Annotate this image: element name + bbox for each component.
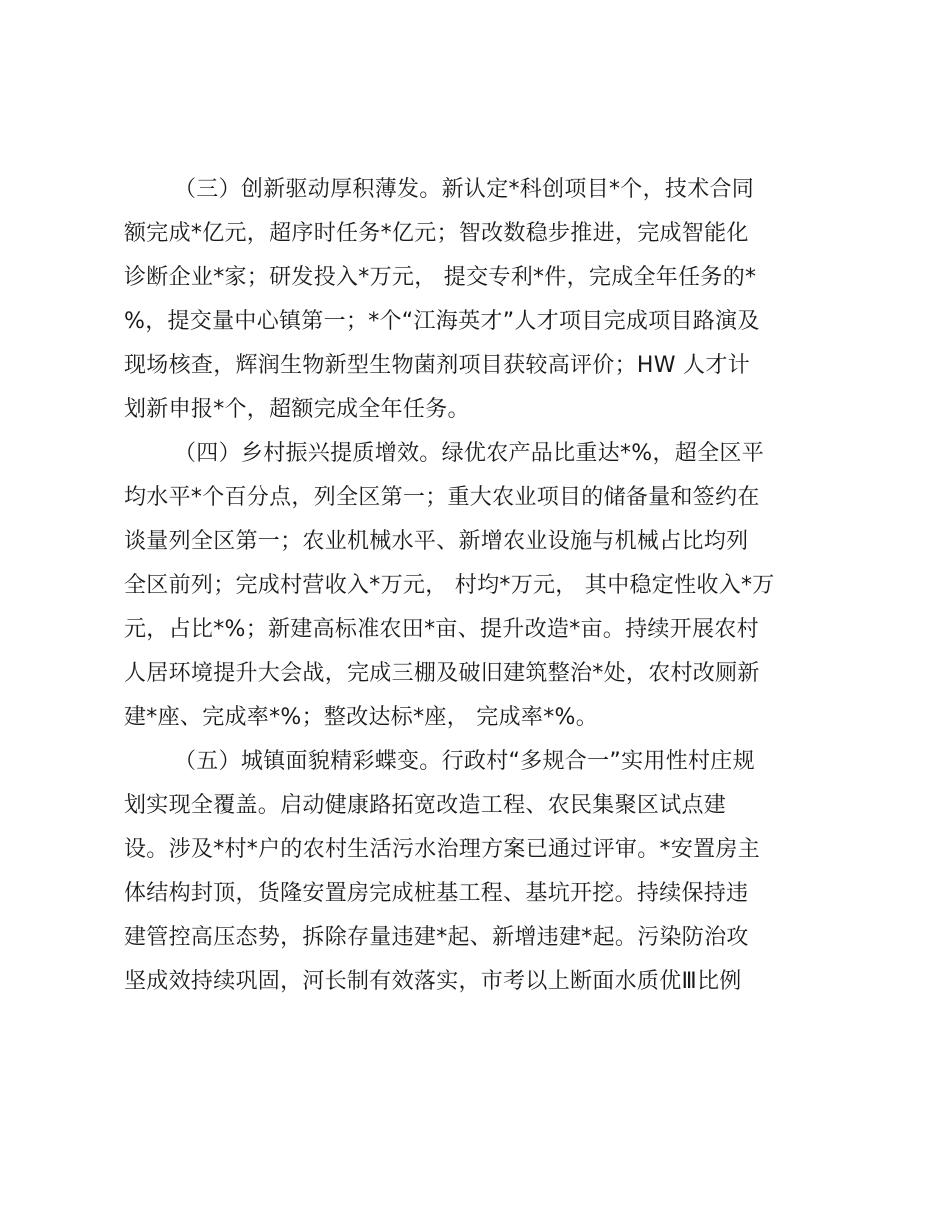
paragraph-5-line: 体结构封顶，货隆安置房完成桩基工程、基坑开挖。持续保持违 xyxy=(124,881,749,906)
paragraph-4-line: 元，占比*%；新建高标准农田*亩、提升改造*亩。持续开展农村 xyxy=(124,617,759,642)
paragraph-4-line: 均水平*个百分点，列全区第一；重大农业项目的储备量和签约在 xyxy=(124,485,760,510)
paragraph-5-line: 建管控高压态势，拆除存量违建*起、新增违建*起。污染防治攻 xyxy=(124,925,749,950)
paragraph-3-line: 诊断企业*家；研发投入*万元， 提交专利*件，完成全年任务的* xyxy=(124,265,757,290)
paragraph-5-line: 设。涉及*村*户的农村生活污水治理方案已通过评审。*安置房主 xyxy=(124,837,761,862)
paragraph-4-line: 建*座、完成率*%；整改达标*座， 完成率*%。 xyxy=(124,705,599,730)
paragraph-3-line: 额完成*亿元，超序时任务*亿元；智改数稳步推进，完成智能化 xyxy=(124,221,749,246)
paragraph-3-line: %，提交量中心镇第一；*个“江海英才”人才项目完成项目路演及 xyxy=(124,309,760,334)
paragraph-5-line: 划实现全覆盖。启动健康路拓宽改造工程、农民集聚区试点建 xyxy=(124,793,727,818)
paragraph-4-line: 全区前列；完成村营收入*万元， 村均*万元， 其中稳定性收入*万 xyxy=(124,573,775,598)
paragraph-4-line: （四）乡村振兴提质增效。绿优农产品比重达*%，超全区平 xyxy=(174,441,765,466)
paragraph-3-line: 划新申报*个，超额完成全年任务。 xyxy=(124,397,470,422)
paragraph-4-line: 谈量列全区第一；农业机械水平、新增农业设施与机械占比均列 xyxy=(124,529,749,554)
paragraph-5-line: 坚成效持续巩固，河长制有效落实，市考以上断面水质优Ⅲ比例 xyxy=(124,969,742,994)
paragraph-4-line: 人居环境提升大会战，完成三棚及破旧建筑整治*处，农村改厕新 xyxy=(124,661,760,686)
paragraph-3-line: 现场核查，辉润生物新型生物菌剂项目获较高评价；HW 人才计 xyxy=(124,353,750,378)
paragraph-3-line: （三）创新驱动厚积薄发。新认定*科创项目*个，技术合同 xyxy=(174,177,755,202)
document-body xyxy=(124,168,844,1004)
paragraph-5-line: （五）城镇面貌精彩蝶变。行政村“多规合一”实用性村庄规 xyxy=(174,749,755,774)
